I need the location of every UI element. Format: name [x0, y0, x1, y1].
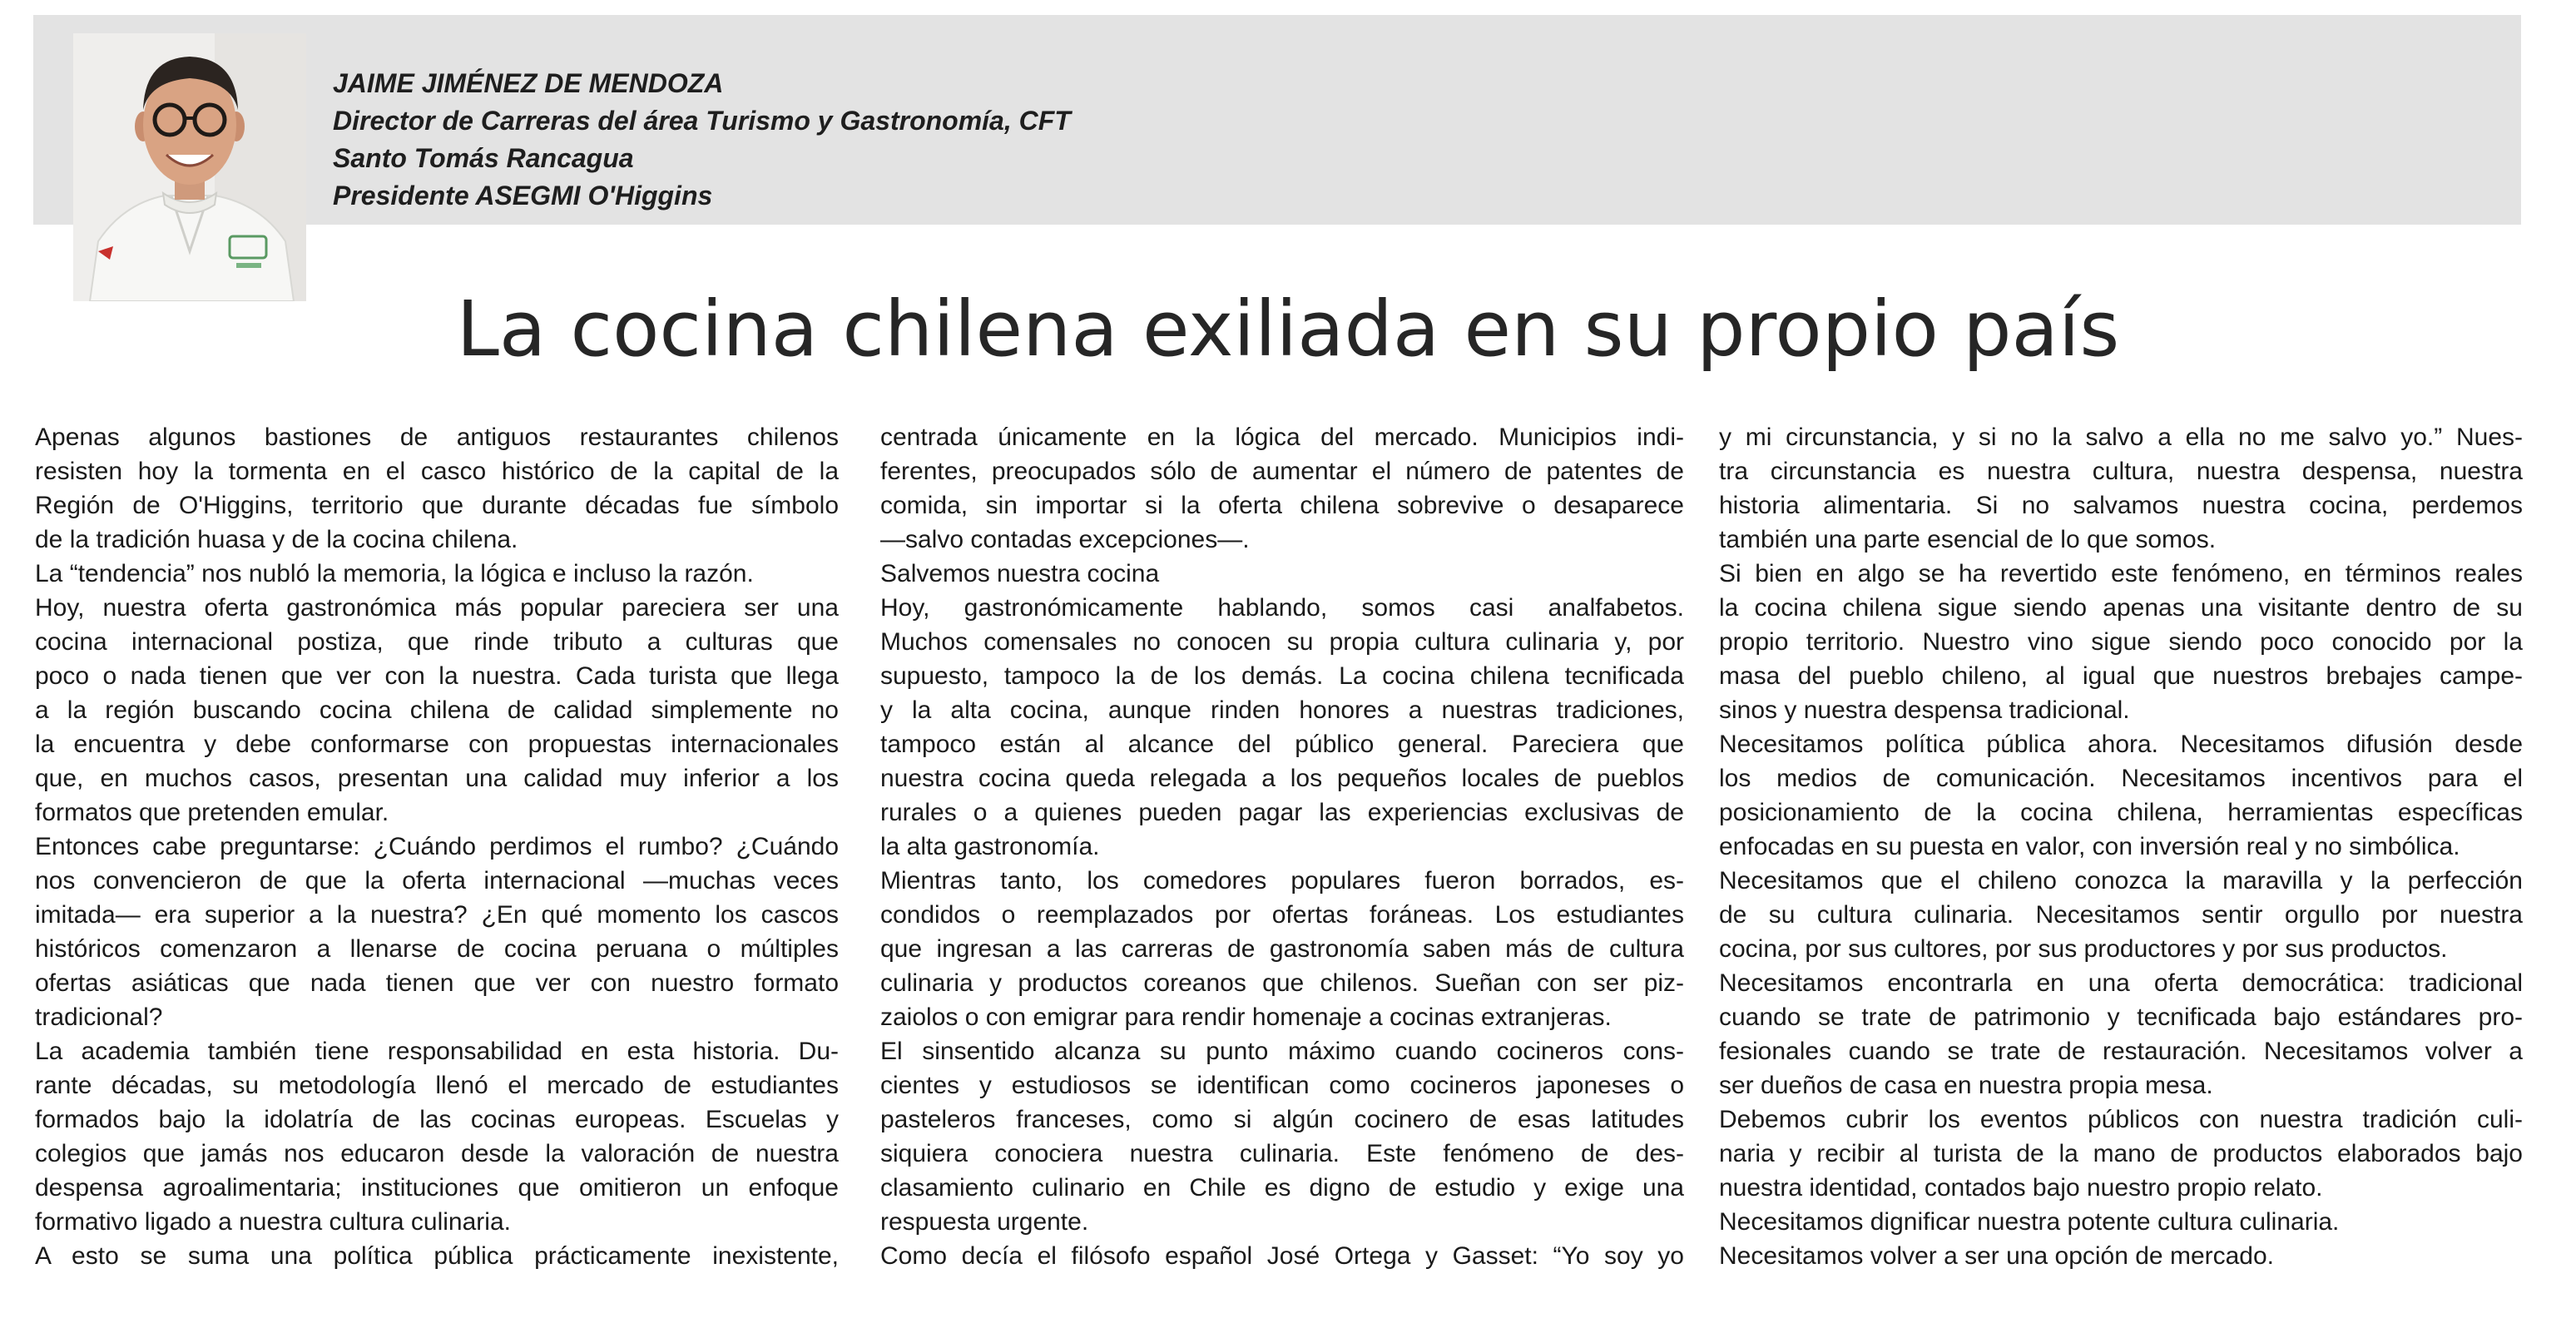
article-line: rante décadas, su metodología llenó el mercado de estudiantes: [35, 1072, 839, 1099]
article-headline: La cocina chilena exiliada en su propio país: [456, 285, 2120, 374]
article-line: Entonces cabe preguntarse: ¿Cuándo perdimos el rumbo? ¿Cuándo: [35, 833, 839, 860]
article-line: Necesitamos dignificar nuestra potente cultura culinaria.: [1719, 1208, 2340, 1236]
author-institution: Santo Tomás Rancagua: [333, 143, 634, 173]
article-column-3: [1719, 420, 2523, 1311]
article-line: propio territorio. Nuestro vino sigue siendo poco conocido por la: [1719, 628, 2523, 656]
article-line: posicionamiento de la cocina chilena, herramientas específicas: [1719, 799, 2523, 826]
article-line: Debemos cubrir los eventos públicos con nuestra tradición culi-: [1719, 1106, 2523, 1133]
article-line: pasteleros franceses, como si algún cocinero de esas latitudes: [880, 1106, 1684, 1133]
article-line: nuestra cocina queda relegada a los pequeños locales de pueblos: [880, 765, 1684, 792]
article-line: los medios de comunicación. Necesitamos incentivos para el: [1719, 765, 2523, 792]
article-line: imitada— era superior a la nuestra? ¿En qué momento los cascos: [35, 901, 839, 929]
article-line: La academia también tiene responsabilidad en esta historia. Du-: [35, 1038, 839, 1065]
article-line: ser dueños de casa en nuestra propia mesa.: [1719, 1072, 2213, 1099]
article-line: cientes y estudiosos se identifican como cocineros japoneses o: [880, 1072, 1684, 1099]
article-line: que ingresan a las carreras de gastronomía saben más de cultura: [880, 935, 1684, 963]
article-line: Necesitamos volver a ser una opción de mercado.: [1719, 1242, 2275, 1270]
article-line: Necesitamos encontrarla en una oferta democrática: tradicional: [1719, 969, 2523, 997]
article-line: y mi circunstancia, y si no la salvo a ella no me salvo yo.” Nues-: [1719, 424, 2523, 451]
author-photo: [73, 33, 306, 301]
article-line: A esto se suma una política pública prácticamente inexistente,: [35, 1242, 839, 1270]
article-line: sinos y nuestra despensa tradicional.: [1719, 696, 2130, 724]
article-line: supuesto, tampoco la de los demás. La cocina chilena tecnificada: [880, 662, 1684, 690]
article-line: Necesitamos que el chileno conozca la maravilla y la perfección: [1719, 867, 2523, 894]
article-column-1: [35, 420, 839, 1311]
article-line: poco o nada tienen que ver con la nuestra. Cada turista que llega: [35, 662, 839, 690]
author-role: Director de Carreras del área Turismo y Gastronomía, CFT: [333, 106, 1071, 136]
article-line: clasamiento culinario en Chile es digno de estudio y exige una: [880, 1174, 1684, 1202]
article-line: cocina, por sus cultores, por sus productores y por sus productos.: [1719, 935, 2448, 963]
article-line: historia alimentaria. Si no salvamos nuestra cocina, perdemos: [1719, 492, 2523, 519]
article-line: Muchos comensales no conocen su propia cultura culinaria y, por: [880, 628, 1684, 656]
article-line: nos convencieron de que la oferta internacional —muchas veces: [35, 867, 839, 894]
article-line: comida, sin importar si la oferta chilena sobrevive o desaparece: [880, 492, 1684, 519]
article-line: naria y recibir al turista de la mano de productos elaborados bajo: [1719, 1140, 2523, 1167]
article-line: enfocadas en su puesta en valor, con inversión real y no simbólica.: [1719, 833, 2460, 860]
article-line: Hoy, gastronómicamente hablando, somos casi analfabetos.: [880, 594, 1684, 622]
article-line: tra circunstancia es nuestra cultura, nuestra despensa, nuestra: [1719, 458, 2523, 485]
article-line: de la tradición huasa y de la cocina chilena.: [35, 526, 518, 553]
article-line: la alta gastronomía.: [880, 833, 1100, 860]
article-line: —salvo contadas excepciones—.: [880, 526, 1250, 553]
article-line: tradicional?: [35, 1003, 163, 1031]
article-line: Si bien en algo se ha revertido este fenómeno, en términos reales: [1719, 560, 2523, 587]
article-line: formativo ligado a nuestra cultura culinaria.: [35, 1208, 511, 1236]
article-line: ofertas asiáticas que nada tienen que ver con nuestro formato: [35, 969, 839, 997]
article-line: Salvemos nuestra cocina: [880, 560, 1160, 587]
author-byline: [333, 65, 1581, 215]
article-body: [35, 420, 2523, 1311]
article-line: centrada únicamente en la lógica del mercado. Municipios indi-: [880, 424, 1684, 451]
article-line: Hoy, nuestra oferta gastronómica más popular pareciera ser una: [35, 594, 839, 622]
article-line: La “tendencia” nos nubló la memoria, la lógica e incluso la razón.: [35, 560, 754, 587]
article-line: fesionales cuando se trate de restauración. Necesitamos volver a: [1719, 1038, 2523, 1065]
article-line: a la región buscando cocina chilena de calidad simplemente no: [35, 696, 839, 724]
article-line: masa del pueblo chileno, al igual que nuestros brebajes campe-: [1719, 662, 2523, 690]
article-line: resisten hoy la tormenta en el casco histórico de la capital de la: [35, 458, 839, 485]
article-line: también una parte esencial de lo que somos.: [1719, 526, 2217, 553]
article-line: formados bajo la idolatría de las cocinas europeas. Escuelas y: [35, 1106, 839, 1133]
article-line: respuesta urgente.: [880, 1208, 1089, 1236]
article-line: Necesitamos política pública ahora. Necesitamos difusión desde: [1719, 731, 2523, 758]
article-line: nuestra identidad, contados bajo nuestro propio relato.: [1719, 1174, 2323, 1202]
author-portrait-image: [73, 33, 306, 301]
article-line: condidos o reemplazados por ofertas foráneas. Los estudiantes: [880, 901, 1684, 929]
article-line: Como decía el filósofo español José Ortega y Gasset: “Yo soy yo: [880, 1242, 1684, 1270]
article-line: despensa agroalimentaria; instituciones que omitieron un enfoque: [35, 1174, 839, 1202]
article-line: la cocina chilena sigue siendo apenas una visitante dentro de su: [1719, 594, 2523, 622]
article-line: cocina internacional postiza, que rinde tributo a culturas que: [35, 628, 839, 656]
article-line: rurales o a quienes pueden pagar las experiencias exclusivas de: [880, 799, 1684, 826]
article-line: de su cultura culinaria. Necesitamos sentir orgullo por nuestra: [1719, 901, 2523, 929]
article-line: históricos comenzaron a llenarse de cocina peruana o múltiples: [35, 935, 839, 963]
article-line: culinaria y productos coreanos que chilenos. Sueñan con ser piz-: [880, 969, 1684, 997]
author-association: Presidente ASEGMI O'Higgins: [333, 181, 713, 211]
article-line: colegios que jamás nos educaron desde la valoración de nuestra: [35, 1140, 839, 1167]
article-line: Región de O'Higgins, territorio que durante décadas fue símbolo: [35, 492, 839, 519]
article-line: y la alta cocina, aunque rinden honores a nuestras tradiciones,: [880, 696, 1684, 724]
article-line: tampoco están al alcance del público general. Pareciera que: [880, 731, 1684, 758]
article-line: Mientras tanto, los comedores populares fueron borrados, es-: [880, 867, 1684, 894]
article-line: cuando se trate de patrimonio y tecnificada bajo estándares pro-: [1719, 1003, 2523, 1031]
author-name: JAIME JIMÉNEZ DE MENDOZA: [333, 68, 724, 98]
article-line: que, en muchos casos, presentan una calidad muy inferior a los: [35, 765, 839, 792]
article-column-2: [880, 420, 1684, 1311]
article-line: siquiera conociera nuestra culinaria. Este fenómeno de des-: [880, 1140, 1684, 1167]
article-line: la encuentra y debe conformarse con propuestas internacionales: [35, 731, 839, 758]
article-line: zaiolos o con emigrar para rendir homenaje a cocinas extranjeras.: [880, 1003, 1612, 1031]
article-line: Apenas algunos bastiones de antiguos restaurantes chilenos: [35, 424, 839, 451]
article-line: formatos que pretenden emular.: [35, 799, 389, 826]
article-line: El sinsentido alcanza su punto máximo cuando cocineros cons-: [880, 1038, 1684, 1065]
article-line: ferentes, preocupados sólo de aumentar el número de patentes de: [880, 458, 1684, 485]
